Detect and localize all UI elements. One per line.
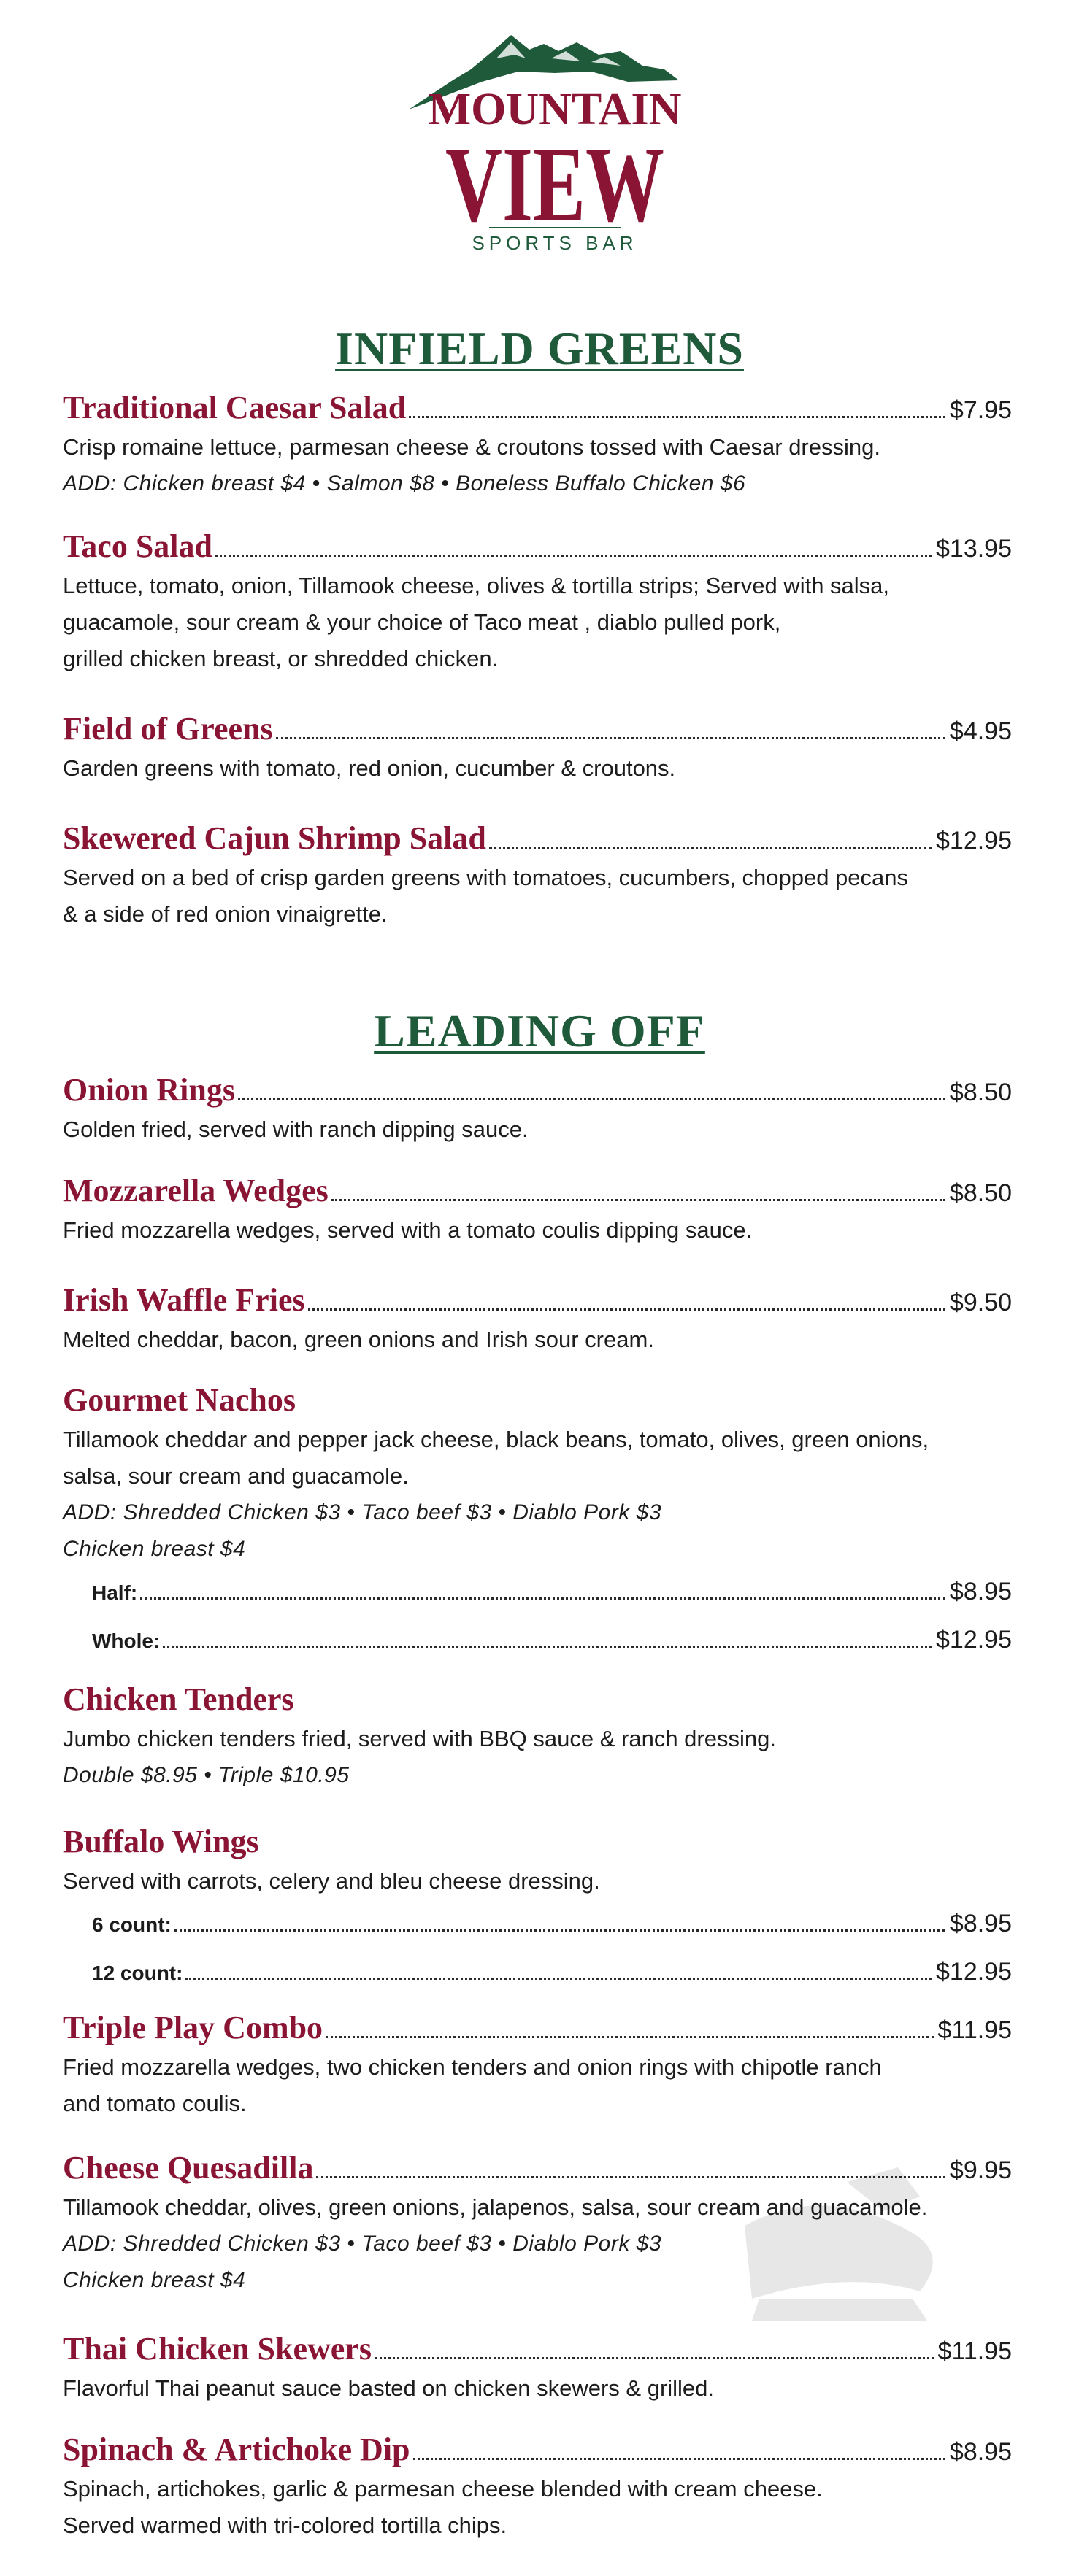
- dot-leader: [276, 736, 945, 739]
- item-add-ons: Chicken breast $4: [63, 2268, 246, 2292]
- item-description: salsa, sour cream and guacamole.: [63, 1463, 409, 1489]
- item-add-ons: ADD: Chicken breast $4 • Salmon $8 • Boneless Buffalo Chicken $6: [63, 471, 746, 495]
- item-description: Served on a bed of crisp garden greens with tomatoes, cucumbers, chopped pecans: [63, 865, 909, 890]
- item-name: Gourmet Nachos: [63, 1382, 296, 1418]
- dot-leader: [238, 1097, 945, 1100]
- item-description: Spinach, artichokes, garlic & parmesan cheese blended with cream cheese.: [63, 2476, 823, 2502]
- section-title: INFIELD GREENS: [335, 323, 744, 374]
- item-name: Irish Waffle Fries: [63, 1282, 305, 1318]
- size-price: $12.95: [936, 1626, 1012, 1654]
- size-label: 6 count:: [92, 1913, 172, 1936]
- item-description: grilled chicken breast, or shredded chicken.: [63, 646, 499, 671]
- item-description: Crisp romaine lettuce, parmesan cheese & croutons tossed with Caesar dressing.: [63, 434, 880, 460]
- size-label: Whole:: [92, 1630, 161, 1652]
- menu-item-triple-play-combo: [63, 2007, 1012, 2122]
- menu-item-gourmet-nachos: [63, 1379, 1012, 1664]
- item-description: Tillamook cheddar, olives, green onions, jalapenos, salsa, sour cream and guacamole.: [63, 2194, 928, 2220]
- item-description: Jumbo chicken tenders fried, served with BBQ sauce & ranch dressing.: [63, 1726, 776, 1751]
- item-price: $11.95: [937, 2337, 1012, 2365]
- menu-item-cajun-shrimp-salad: [63, 817, 1012, 933]
- size-label: 12 count:: [92, 1962, 183, 1984]
- mountain-view-logo: [409, 29, 701, 263]
- item-name: Skewered Cajun Shrimp Salad: [63, 820, 486, 856]
- dot-leader: [489, 845, 932, 849]
- item-add-ons: ADD: Shredded Chicken $3 • Taco beef $3 • Diablo Pork $3: [63, 2232, 662, 2256]
- item-add-ons: ADD: Shredded Chicken $3 • Taco beef $3 • Diablo Pork $3: [63, 1500, 662, 1524]
- dot-leader: [140, 1596, 945, 1600]
- size-price: $12.95: [936, 1958, 1012, 1986]
- item-name: Mozzarella Wedges: [63, 1173, 329, 1208]
- dot-leader: [215, 553, 932, 557]
- section-title: LEADING OFF: [374, 1005, 705, 1057]
- dot-leader: [185, 1976, 932, 1980]
- item-description: Served warmed with tri-colored tortilla chips.: [63, 2513, 507, 2538]
- item-description: Golden fried, served with ranch dipping sauce.: [63, 1117, 529, 1142]
- item-name: Onion Rings: [63, 1072, 235, 1108]
- section-infield-greens: [0, 321, 1079, 377]
- item-price: $9.95: [949, 2156, 1012, 2184]
- item-price: $7.95: [949, 396, 1012, 424]
- item-description: Fried mozzarella wedges, two chicken tenders and onion rings with chipotle ranch: [63, 2054, 882, 2080]
- item-price: $4.95: [949, 717, 1012, 745]
- size-price: $8.95: [949, 1578, 1012, 1605]
- menu-item-mozzarella-wedges: [63, 1170, 1012, 1249]
- menu-item-buffalo-wings: [63, 1821, 1012, 1996]
- item-description: & a side of red onion vinaigrette.: [63, 901, 388, 927]
- dot-leader: [308, 1307, 945, 1311]
- dot-leader: [174, 1928, 945, 1932]
- menu-item-caesar-salad: [63, 387, 1012, 502]
- section-leading-off: [0, 1003, 1079, 1059]
- item-description: Tillamook cheddar and pepper jack cheese, black beans, tomato, olives, green onions,: [63, 1427, 929, 1452]
- item-description: and tomato coulis.: [63, 2091, 247, 2116]
- item-name: Triple Play Combo: [63, 2010, 323, 2045]
- dot-leader: [331, 1198, 945, 1201]
- item-description: guacamole, sour cream & your choice of Taco meat , diablo pulled pork,: [63, 609, 781, 635]
- size-label: Half:: [92, 1581, 138, 1604]
- item-add-ons: Chicken breast $4: [63, 1537, 246, 1561]
- item-name: Field of Greens: [63, 711, 273, 747]
- menu-item-onion-rings: [63, 1069, 1012, 1148]
- logo-line3: SPORTS BAR: [472, 232, 638, 254]
- item-name: Traditional Caesar Salad: [63, 390, 407, 425]
- dot-leader: [326, 2035, 933, 2038]
- item-price: $8.50: [949, 1079, 1012, 1106]
- item-add-ons: Double $8.95 • Triple $10.95: [63, 1763, 350, 1787]
- menu-item-field-of-greens: [63, 708, 1012, 787]
- menu-item-chicken-tenders: [63, 1678, 1012, 1794]
- item-price: $9.50: [949, 1289, 1012, 1316]
- item-price: $8.95: [949, 2438, 1012, 2466]
- item-description: Fried mozzarella wedges, served with a tomato coulis dipping sauce.: [63, 1217, 753, 1243]
- watermark-graphic: [606, 2153, 1066, 2488]
- item-description: Garden greens with tomato, red onion, cucumber & croutons.: [63, 755, 676, 781]
- item-description: Melted cheddar, bacon, green onions and Irish sour cream.: [63, 1327, 654, 1352]
- dot-leader: [163, 1644, 932, 1648]
- item-description: Lettuce, tomato, onion, Tillamook cheese, olives & tortilla strips; Served with salsa,: [63, 573, 890, 598]
- item-price: $12.95: [936, 827, 1012, 855]
- item-name: Spinach & Artichoke Dip: [63, 2432, 410, 2467]
- logo-line1: MOUNTAIN: [428, 85, 682, 134]
- menu-item-irish-waffle-fries: [63, 1279, 1012, 1358]
- logo-line2: VIEW: [445, 125, 664, 244]
- size-option: [63, 1948, 1012, 1996]
- item-name: Buffalo Wings: [63, 1824, 259, 1859]
- item-price: $11.95: [937, 2016, 1012, 2044]
- item-name: Cheese Quesadilla: [63, 2150, 314, 2186]
- item-price: $13.95: [936, 535, 1012, 563]
- item-description: Served with carrots, celery and bleu cheese dressing.: [63, 1868, 600, 1894]
- size-option: [63, 1567, 1012, 1616]
- item-price: $8.50: [949, 1179, 1012, 1207]
- size-option: [63, 1900, 1012, 1948]
- item-name: Chicken Tenders: [63, 1681, 294, 1717]
- size-price: $8.95: [949, 1910, 1012, 1937]
- item-name: Taco Salad: [63, 528, 213, 564]
- item-description: Flavorful Thai peanut sauce basted on chicken skewers & grilled.: [63, 2375, 715, 2401]
- size-option: [63, 1616, 1012, 1664]
- menu-item-taco-salad: [63, 525, 1012, 677]
- item-name: Thai Chicken Skewers: [63, 2331, 372, 2367]
- dot-leader: [409, 414, 945, 418]
